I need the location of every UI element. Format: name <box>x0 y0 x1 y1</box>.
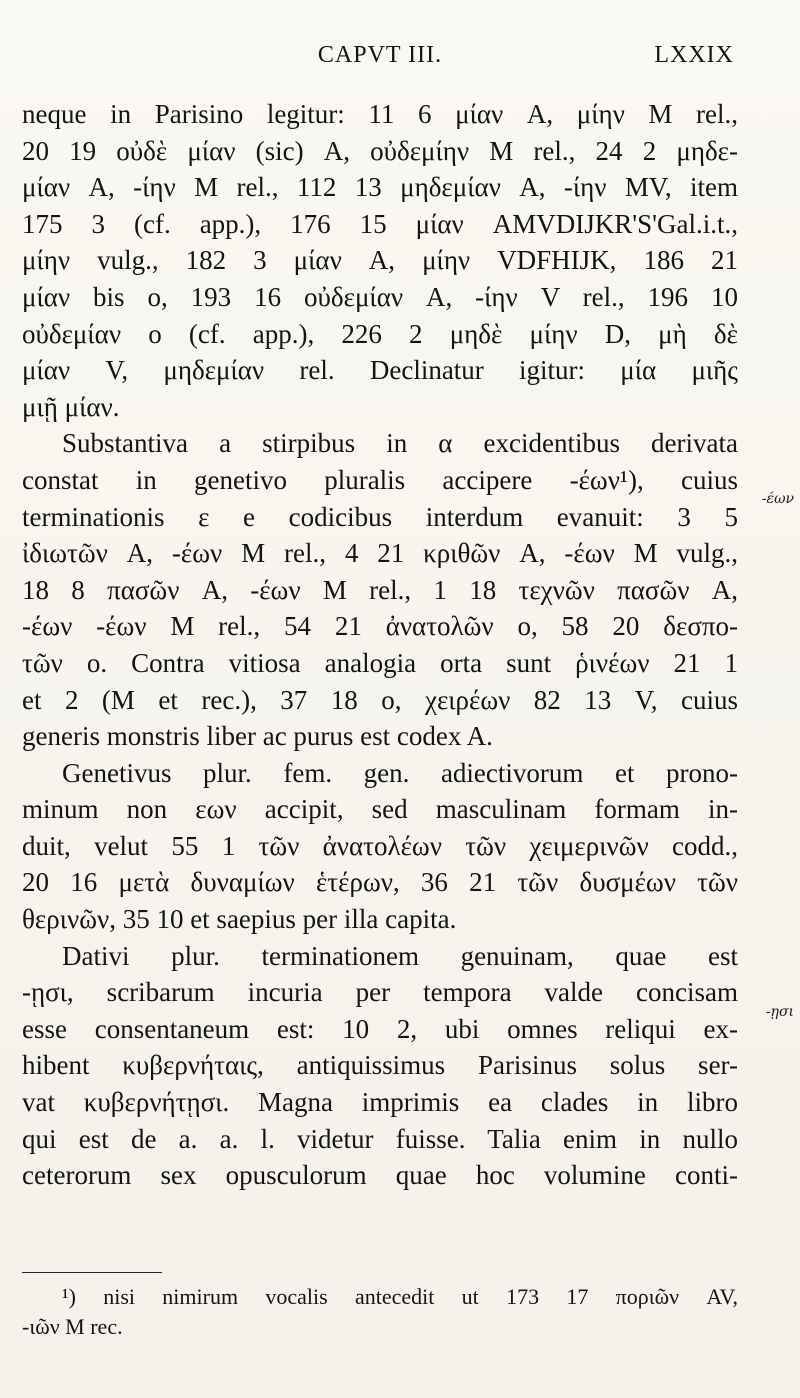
text-line: constat in genetivo pluralis accipere -έων¹), cuius <box>22 464 738 495</box>
body-text <box>22 96 738 1194</box>
footnote-rule <box>22 1272 162 1273</box>
text-line: μιῇ μίαν. <box>22 391 120 422</box>
margin-note-eon: -έων <box>761 491 794 507</box>
paragraph-3 <box>22 755 738 938</box>
text-line: 20 19 οὐδὲ μίαν (sic) A, οὐδεμίην M rel., 24 2 μηδε- <box>22 135 738 166</box>
text-line: et 2 (M et rec.), 37 18 o, χειρέων 82 13 V, cuius <box>22 684 738 715</box>
text-line: μίαν A, -ίην M rel., 112 13 μηδεμίαν A, -ίην MV, item <box>22 172 738 203</box>
text-line: 20 16 μετὰ δυναμίων ἑτέρων, 36 21 τῶν δυσμέων τῶν <box>22 867 738 898</box>
running-header <box>22 38 738 78</box>
paragraph-1 <box>22 96 738 425</box>
text-line: μίαν bis o, 193 16 οὐδεμίαν A, -ίην V rel., 196 10 <box>22 281 738 312</box>
footnote-line: -ιῶν M rec. <box>22 1314 123 1339</box>
text-line: terminationis ε e codicibus interdum evanuit: 3 5 <box>22 501 738 532</box>
text-line: -έων -έων M rel., 54 21 ἀνατολῶν o, 58 20 δεσπο- <box>22 611 738 642</box>
text-line: esse consentaneum est: 10 2, ubi omnes reliqui ex- <box>22 1013 738 1044</box>
text-line: 18 8 πασῶν A, -έων M rel., 1 18 τεχνῶν πασῶν A, <box>22 574 738 605</box>
footnote-line: ¹) nisi nimirum vocalis antecedit ut 173 17 ποριῶν AV, <box>62 1284 738 1309</box>
text-line: -ῃσι, scribarum incuria per tempora valde concisam <box>22 977 738 1008</box>
paragraph-2 <box>22 425 738 754</box>
text-line: ἰδιωτῶν A, -έων M rel., 4 21 κριθῶν A, -έων M vulg., <box>22 538 738 569</box>
text-line: τῶν o. Contra vitiosa analogia orta sunt ῥινέων 21 1 <box>22 647 738 678</box>
text-line: Substantiva a stirpibus in α excidentibus derivata <box>62 428 738 459</box>
text-line: generis monstris liber ac purus est codex A. <box>22 721 493 752</box>
text-line: μίαν V, μηδεμίαν rel. Declinatur igitur: μία μιῆς <box>22 355 738 386</box>
text-line: duit, velut 55 1 τῶν ἀνατολέων τῶν χειμερινῶν codd., <box>22 830 738 861</box>
text-line: hibent κυβερνήταις, antiquissimus Parisinus solus ser- <box>22 1050 738 1081</box>
margin-note-esi: -ῃσι <box>765 1004 794 1020</box>
text-line: qui est de a. a. l. videtur fuisse. Talia enim in nullo <box>22 1123 738 1154</box>
text-line: θερινῶν, 35 10 et saepius per illa capita. <box>22 904 457 935</box>
text-line: οὐδεμίαν o (cf. app.), 226 2 μηδὲ μίην D, μὴ δὲ <box>22 318 738 349</box>
text-line: Genetivus plur. fem. gen. adiectivorum et prono- <box>62 757 738 788</box>
text-line: vat κυβερνήτῃσι. Magna imprimis ea clades in libro <box>22 1087 738 1118</box>
paragraph-4 <box>22 938 738 1194</box>
footnote <box>22 1282 738 1342</box>
text-line: 175 3 (cf. app.), 176 15 μίαν AMVDIJKR'S'Gal.i.t., <box>22 208 738 239</box>
text-line: minum non εων accipit, sed masculinam formam in- <box>22 794 738 825</box>
text-line: μίην vulg., 182 3 μίαν A, μίην VDFHIJK, 186 21 <box>22 245 738 276</box>
text-line: ceterorum sex opusculorum quae hoc volumine conti- <box>22 1160 738 1191</box>
text-line: neque in Parisino legitur: 11 6 μίαν A, μίην M rel., <box>22 99 738 129</box>
text-line: Dativi plur. terminationem genuinam, quae est <box>62 940 738 971</box>
page-number: LXXIX <box>654 42 734 68</box>
running-title: CAPVT III. <box>317 42 443 68</box>
